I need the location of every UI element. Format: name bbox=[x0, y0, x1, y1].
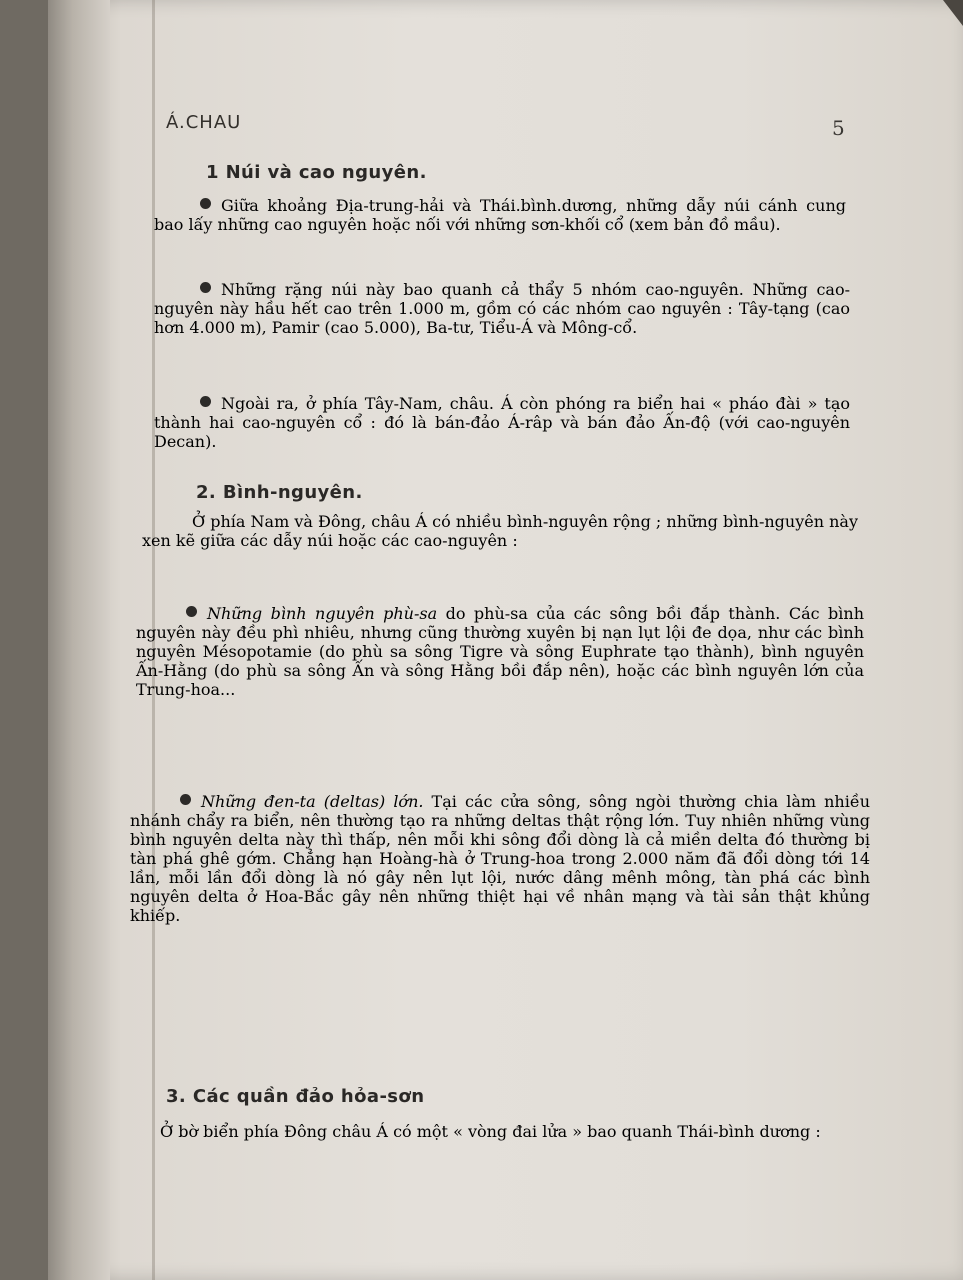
section-3-paragraph-1: Ở bờ biển phía Đông châu Á có một « vòng đai lửa » bao quanh Thái-bình dương : bbox=[160, 1122, 821, 1141]
section-2-bullet-1 bbox=[136, 604, 864, 699]
bullet-icon bbox=[200, 396, 211, 407]
bullet-lead: Những bình nguyên phù-sa bbox=[207, 604, 438, 623]
section-1-title: 1 Núi và cao nguyên. bbox=[206, 162, 427, 183]
section-1-paragraph-2 bbox=[154, 280, 850, 337]
paragraph-text: Những rặng núi này bao quanh cả thẩy 5 nhóm cao-nguyên. Những cao-nguyên này hầu hết cao trên 1.000 m, gồm có các nhóm cao nguyên : Tây-tạng (cao hơn 4.000 m), Pamir (cao 5.000), Ba-tư, Tiểu-Á và Mông-cổ. bbox=[154, 280, 850, 337]
paragraph-text: Ngoài ra, ở phía Tây-Nam, châu. Á còn phóng ra biển hai « pháo đài » tạo thành hai cao-nguyên cổ : đó là bán-đảo Á-râp và bán đảo Ấn-độ (với cao-nguyên Decan). bbox=[154, 394, 850, 451]
section-2-title: 2. Bình-nguyên. bbox=[196, 482, 363, 503]
bullet-icon bbox=[200, 282, 211, 293]
paragraph-text: Tại các cửa sông, sông ngòi thường chia làm nhiều nhánh chẩy ra biển, nên thường tạo ra những deltas thật rộng lớn. Tuy nhiên những vùng bình nguyên delta này thì thấp, nên mỗi khi sông đổi dòng là cả miền delta đó thường bị tàn phá ghê gớm. Chẳng hạn Hoàng-hà ở Trung-hoa trong 2.000 năm đã đổi dòng tới 14 lần, mỗi lần đổi dòng là nó gây nên lụt lội, nước dâng mênh mông, tàn phá các bình nguyên delta ở Hoa-Bắc gây nên những thiệt hại về nhân mạng và tài sản thật khủng khiếp. bbox=[130, 792, 871, 925]
section-2-intro: Ở phía Nam và Đông, châu Á có nhiều bình-nguyên rộng ; những bình-nguyên này xen kẽ giữa các dẫy núi hoặc các cao-nguyên : bbox=[142, 512, 858, 550]
section-1-paragraph-1 bbox=[154, 196, 846, 234]
section-3-title: 3. Các quần đảo hỏa-sơn bbox=[166, 1086, 425, 1107]
bullet-icon bbox=[180, 794, 191, 805]
page-number: 5 bbox=[832, 116, 845, 140]
section-1-paragraph-3 bbox=[154, 394, 850, 451]
bullet-lead: Những đen-ta (deltas) lớn. bbox=[201, 792, 424, 811]
running-head: Á.CHAU bbox=[166, 112, 242, 133]
section-2-bullet-2 bbox=[130, 792, 870, 925]
paragraph-text: Giữa khoảng Địa-trung-hải và Thái.bình.dương, những dẫy núi cánh cung bao lấy những cao nguyên hoặc nối với những sơn-khối cổ (xem bản đồ mầu). bbox=[154, 196, 846, 234]
bullet-icon bbox=[200, 198, 211, 209]
paragraph-text: do phù-sa của các sông bồi đắp thành. Các bình nguyên này đều phì nhiêu, nhưng cũng thường xuyên bị nạn lụt lội đe dọa, như các bình nguyên Mésopotamie (do phù sa sông Tigre và sông Euphrate tạo thành), bình nguyên Ấn-Hằng (do phù sa sông Ấn và sông Hằng bồi đắp nên), hoặc các bình nguyên lớn của Trung-hoa... bbox=[136, 604, 864, 699]
page-fold-shadow bbox=[48, 0, 110, 1280]
page-corner bbox=[943, 0, 963, 26]
bullet-icon bbox=[186, 606, 197, 617]
